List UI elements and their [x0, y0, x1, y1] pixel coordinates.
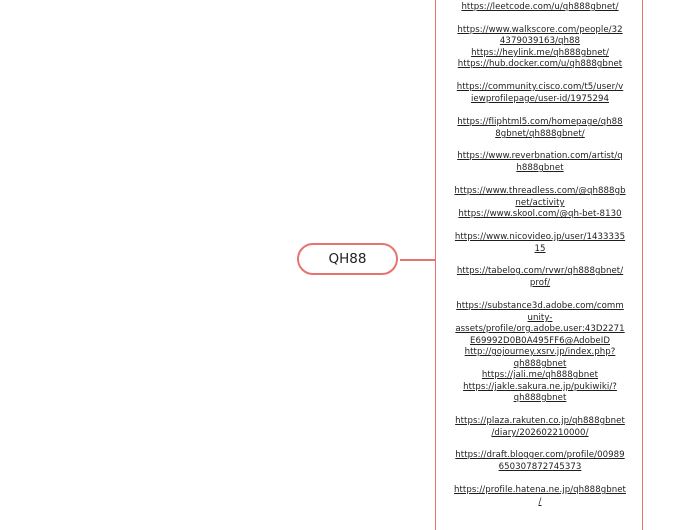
link-text-line[interactable]: http://gojourney.xsrv.jp/index.php?	[464, 347, 616, 357]
link-text-line[interactable]: https://heylink.me/qh888gbnet/	[471, 48, 609, 58]
link-text-line[interactable]: https://draft.blogger.com/profile/00989	[455, 450, 625, 460]
link-text-line[interactable]: https://www.walkscore.com/people/32	[457, 25, 623, 35]
link-text-line[interactable]: 15	[534, 244, 546, 254]
link-text-line[interactable]: assets/profile/org.adobe.user:43D2271	[455, 324, 625, 334]
link-text-line[interactable]: https://substance3d.adobe.com/comm	[456, 301, 624, 311]
link-text-line[interactable]: h888gbnet	[516, 163, 564, 173]
link-text-line[interactable]: https://www.reverbnation.com/artist/q	[457, 151, 623, 161]
link-text-line[interactable]: unity-	[527, 313, 553, 323]
link-text-line[interactable]: qh888gbnet	[513, 359, 567, 369]
link-text-line[interactable]: 8gbnet/qh888gbnet/	[495, 129, 585, 139]
link-text-line[interactable]: iewprofilepage/user-id/1975294	[470, 94, 609, 104]
link-text-line[interactable]: prof/	[529, 278, 551, 288]
central-topic-label: QH88	[328, 251, 367, 267]
link-text-line[interactable]: https://tabelog.com/rvwr/qh888gbnet/	[456, 266, 624, 276]
link-text-line[interactable]: https://leetcode.com/u/qh888gbnet/	[461, 2, 619, 12]
link-text-line[interactable]: https://www.nicovideo.jp/user/1433335	[454, 232, 626, 242]
link-text-line[interactable]: qh888gbnet	[513, 393, 567, 403]
link-text-line[interactable]: https://jakle.sakura.ne.jp/pukiwiki/?	[463, 382, 617, 392]
link-text-line[interactable]: /	[538, 497, 542, 507]
link-text-line[interactable]: https://www.threadless.com/@qh888gb	[454, 186, 626, 196]
link-text-line[interactable]: E69992D0B0A495FF6@AdobeID	[469, 336, 611, 346]
link-text-line[interactable]: 650307872745373	[498, 462, 582, 472]
link-text-line[interactable]: https://profile.hatena.ne.jp/qh888gbnet	[454, 485, 626, 495]
link-text-line[interactable]: https://www.skool.com/@qh-bet-8130	[458, 209, 622, 219]
link-text-line[interactable]: https://jali.me/qh888gbnet	[481, 370, 599, 380]
links-topic-box[interactable]	[435, 0, 643, 530]
link-text-line[interactable]: https://hub.docker.com/u/qh888gbnet	[457, 59, 623, 69]
link-text-line[interactable]: /diary/202602210000/	[491, 428, 589, 438]
link-text-line[interactable]: https://community.cisco.com/t5/user/v	[456, 82, 624, 92]
link-text-line[interactable]: 4379039163/qh88	[499, 36, 581, 46]
link-text-line[interactable]: https://fliphtml5.com/homepage/qh88	[457, 117, 623, 127]
link-text-line[interactable]: https://plaza.rakuten.co.jp/qh888gbnet	[455, 416, 625, 426]
central-topic-node[interactable]	[297, 243, 398, 275]
branch-connector	[400, 259, 436, 261]
link-text-line[interactable]: net/activity	[515, 198, 565, 208]
